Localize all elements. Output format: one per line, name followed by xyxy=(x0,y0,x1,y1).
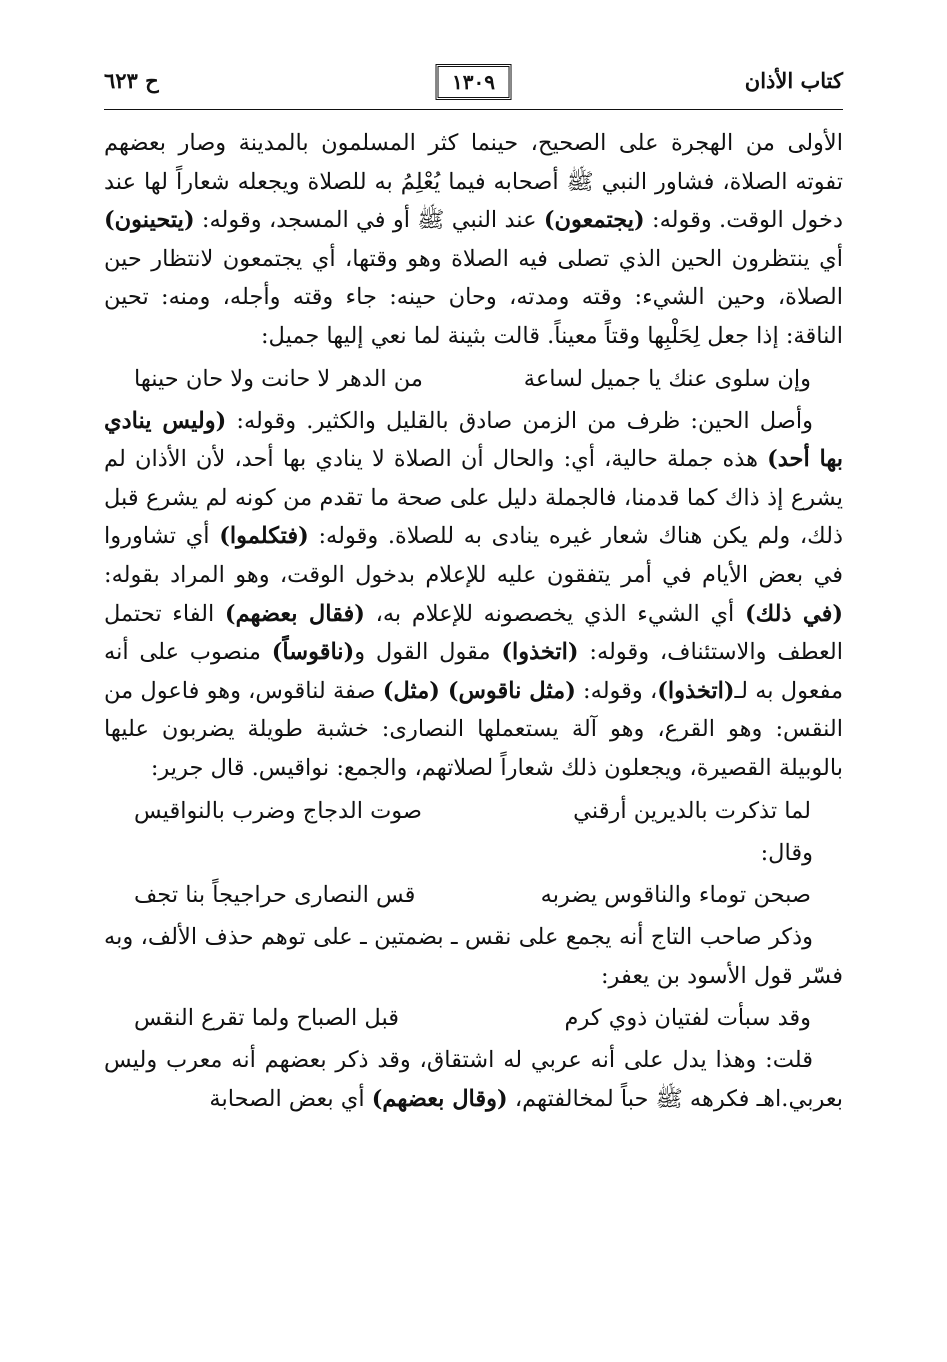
quoted-term: (فتكلموا) xyxy=(219,523,309,550)
verse-first-hemistich: وقد سبأت لفتيان ذوي كرم xyxy=(564,1005,811,1032)
verse-first-hemistich: وإن سلوى عنك يا جميل لساعة xyxy=(523,365,811,392)
quoted-term: (اتخذوا) xyxy=(501,639,579,666)
quoted-term: (في ذلك) xyxy=(745,600,844,627)
paragraph-text: أي تشاوروا في بعض الأيام في أمر يتفقون عليه للإعلام بدخول الوقت، وهو المراد بقوله: xyxy=(104,523,843,588)
body-paragraph xyxy=(104,1041,843,1118)
verse-second-hemistich: من الدهر لا حانت ولا حان حينها xyxy=(134,365,423,392)
paragraph-text: صفة لناقوس، وهو فاعول من النقس: وهو القرع، وهو آلة يستعملها النصارى: خشبة طويلة يضربون عليها بالوبيلة القصيرة، ويجعلون ذلك شعاراً لصلاتهم، والجمع: نواقيس. قال جرير: xyxy=(104,677,843,781)
quoted-term: (اتخذوا) xyxy=(657,677,735,704)
quoted-term: (وقال بعضهم) xyxy=(371,1085,508,1112)
verse-first-hemistich: صبحن توماء والناقوس يضربه xyxy=(540,882,811,909)
verse-second-hemistich: قس النصارى حراجيجاً بنا تجف xyxy=(134,882,416,909)
hadith-number-box: ١٣٠٩ xyxy=(435,64,512,100)
body-paragraph xyxy=(104,402,843,788)
paragraph-text: قلت: وهذا يدل على أنه عربي له اشتقاق، وقد ذكر بعضهم أنه معرب وليس بعربي.اهـ فكرهه ﷺ حباً لمخالفتهم، xyxy=(104,1047,843,1112)
body-paragraph xyxy=(104,918,843,995)
paragraph-text: وقال: xyxy=(760,839,813,866)
paragraph-text: وأصل الحين: ظرف من الزمن صادق بالقليل والكثير. وقوله: xyxy=(226,407,813,434)
verse-first-hemistich: لما تذكرت بالديرين أرقني xyxy=(573,797,811,824)
poetry-verse xyxy=(104,999,843,1037)
page-header xyxy=(104,60,843,104)
paragraph-text: ، وقوله: xyxy=(575,677,658,704)
paragraph-text: عند النبي ﷺ أو في المسجد، وقوله: xyxy=(194,207,544,234)
verse-second-hemistich: قبل الصباح ولما تقرع النقس xyxy=(134,1005,400,1032)
quoted-term: (يجتمعون) xyxy=(543,207,645,234)
quoted-term: (يتحينون) xyxy=(104,207,195,234)
paragraph-text: أي بعض الصحابة xyxy=(209,1085,372,1112)
book-title: كتاب الأذان xyxy=(744,68,843,93)
page-reference: ح ٦٢٣ xyxy=(104,68,159,93)
paragraph-text: أي الشيء الذي يخصصونه للإعلام به، xyxy=(364,600,745,627)
paragraph-text: منصوب على أنه مفعول به لـ xyxy=(104,639,843,704)
quoted-term: (وليس ينادي بها أحد) xyxy=(104,407,843,473)
paragraph-text: وذكر صاحب التاج أنه يجمع على نقس ـ بضمتين ـ على توهم حذف الألف، وبه فسّر قول الأسود بن يعفر: xyxy=(104,924,843,989)
poetry-verse xyxy=(104,876,843,914)
body-paragraph xyxy=(104,834,843,873)
page-body xyxy=(104,124,843,1118)
quoted-term: (مثل ناقوس) (مثل) xyxy=(382,677,576,704)
verse-second-hemistich: صوت الدجاج وضرب بالنواقيس xyxy=(134,797,423,824)
quoted-term: (ناقوساً) xyxy=(271,639,355,666)
paragraph-text: أي ينتظرون الحين الذي تصلى فيه الصلاة وهو وقتها، أي يجتمعون لانتظار حين الصلاة، وحين الشيء: وقته ومدته، وحان حينه: جاء وقته وأجله، ومنه: تحين الناقة: إذا جعل لِحَلْبِها وقتاً معيناً. قالت بثينة لما نعي إليها جميل: xyxy=(104,245,843,349)
paragraph-text: الأولى من الهجرة على الصحيح، حينما كثر المسلمون بالمدينة وصار بعضهم تفوته الصلاة، فشاور النبي ﷺ أصحابه فيما يُعْلِمُ به للصلاة ويجعله شعاراً لها عند دخول الوقت. وقوله: xyxy=(104,130,843,234)
paragraph-text: هذه جملة حالية، أي: والحال أن الصلاة لا ينادي بها أحد، لأن الأذان لم يشرع إذ ذاك كما قدمنا، فالجملة دليل على صحة ما تقدم من كونه لم يشرع قبل ذلك، ولم يكن هناك شعار غيره ينادى به للصلاة. وقوله: xyxy=(104,446,843,550)
poetry-verse xyxy=(104,360,843,398)
header-divider xyxy=(104,109,843,110)
quoted-term: (فقال بعضهم) xyxy=(224,600,365,627)
paragraph-text: الفاء تحتمل العطف والاستئناف، وقوله: xyxy=(104,600,843,666)
body-paragraph xyxy=(104,124,843,356)
poetry-verse xyxy=(104,792,843,830)
paragraph-text: مقول القول و xyxy=(354,639,502,666)
